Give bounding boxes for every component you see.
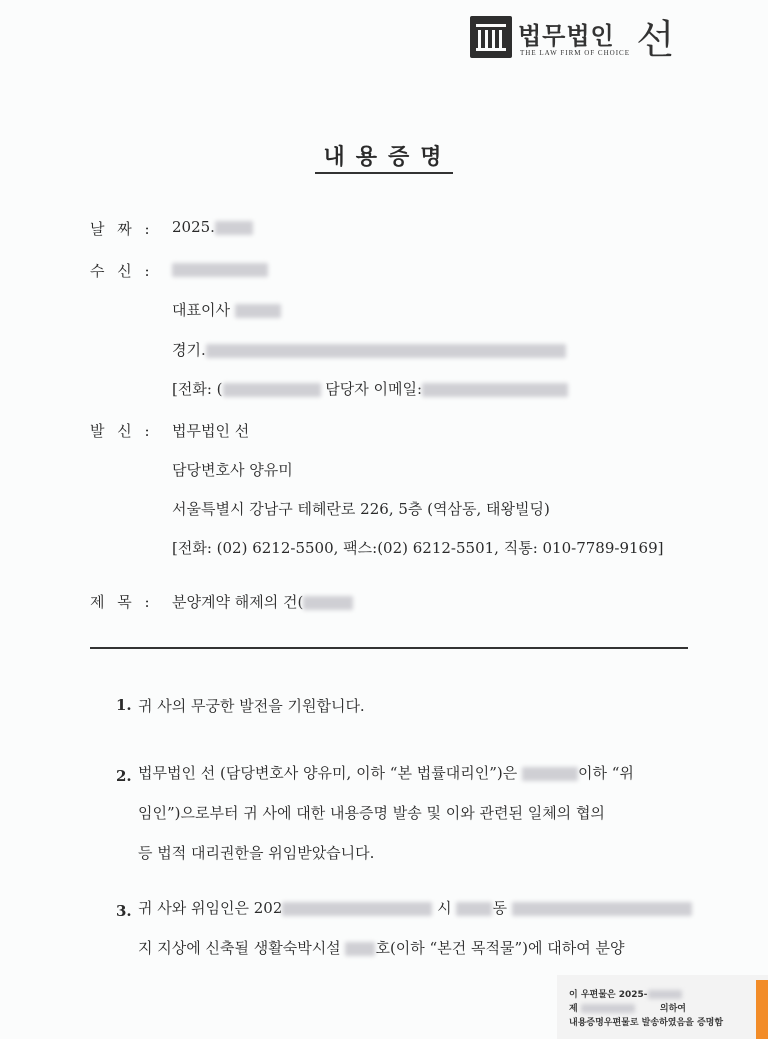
recipient-address: 경기. bbox=[172, 339, 566, 360]
paragraph-3-number: 3. bbox=[116, 902, 132, 920]
logo-big-char: 선 bbox=[636, 17, 675, 63]
date-label: 날 짜 : bbox=[90, 220, 154, 238]
paragraph-1-number: 1. bbox=[116, 696, 132, 714]
recipient-label: 수 신 : bbox=[90, 262, 154, 280]
recipient-contact: [전화: ( 담당자 이메일: bbox=[172, 378, 568, 399]
paragraph-1: 귀 사의 무궁한 발전을 기원합니다. bbox=[138, 697, 365, 715]
document-title: 내용증명 bbox=[0, 140, 768, 171]
paragraph-3: 귀 사와 위임인은 202 시 동 지 지상에 신축될 생활숙박시설 호(이하 “본건 목적물”)에 대하여 분양 bbox=[138, 888, 693, 968]
divider bbox=[90, 647, 688, 649]
law-firm-logo bbox=[470, 12, 680, 62]
logo-emblem-icon bbox=[470, 16, 512, 58]
stamp-orange-strip bbox=[756, 980, 768, 1039]
postal-certification-stamp: 이 우편물은 2025- 제 의하여 내용증명우편물로 발송하였음을 증명함 bbox=[557, 975, 768, 1039]
paragraph-2: 법무법인 선 (담당변호사 양유미, 이하 “본 법률대리인”)은 이하 “위 임인”)으로부터 귀 사에 대한 내용증명 발송 및 이와 관련된 일체의 협의 등 법적 대리권한을 위임받았습니다. bbox=[138, 764, 634, 862]
sender-name: 법무법인 선 bbox=[172, 422, 250, 440]
recipient-representative: 대표이사 bbox=[172, 299, 281, 320]
sender-lawyer: 담당변호사 양유미 bbox=[172, 461, 293, 479]
subject-label: 제 목 : bbox=[90, 593, 154, 611]
date-value: 2025. bbox=[172, 218, 253, 236]
sender-contact: [전화: (02) 6212-5500, 팩스:(02) 6212-5501, 직통: 010-7789-9169] bbox=[172, 539, 664, 557]
subject-value: 분양계약 해제의 건( bbox=[172, 591, 353, 612]
sender-label: 발 신 : bbox=[90, 422, 154, 440]
logo-name: 법무법인 bbox=[518, 22, 615, 50]
sender-address: 서울특별시 강남구 테헤란로 226, 5층 (역삼동, 태왕빌딩) bbox=[172, 500, 550, 518]
logo-subtitle: THE LAW FIRM OF CHOICE bbox=[520, 49, 630, 57]
paragraph-2-number: 2. bbox=[116, 767, 132, 785]
recipient-name bbox=[172, 260, 268, 278]
